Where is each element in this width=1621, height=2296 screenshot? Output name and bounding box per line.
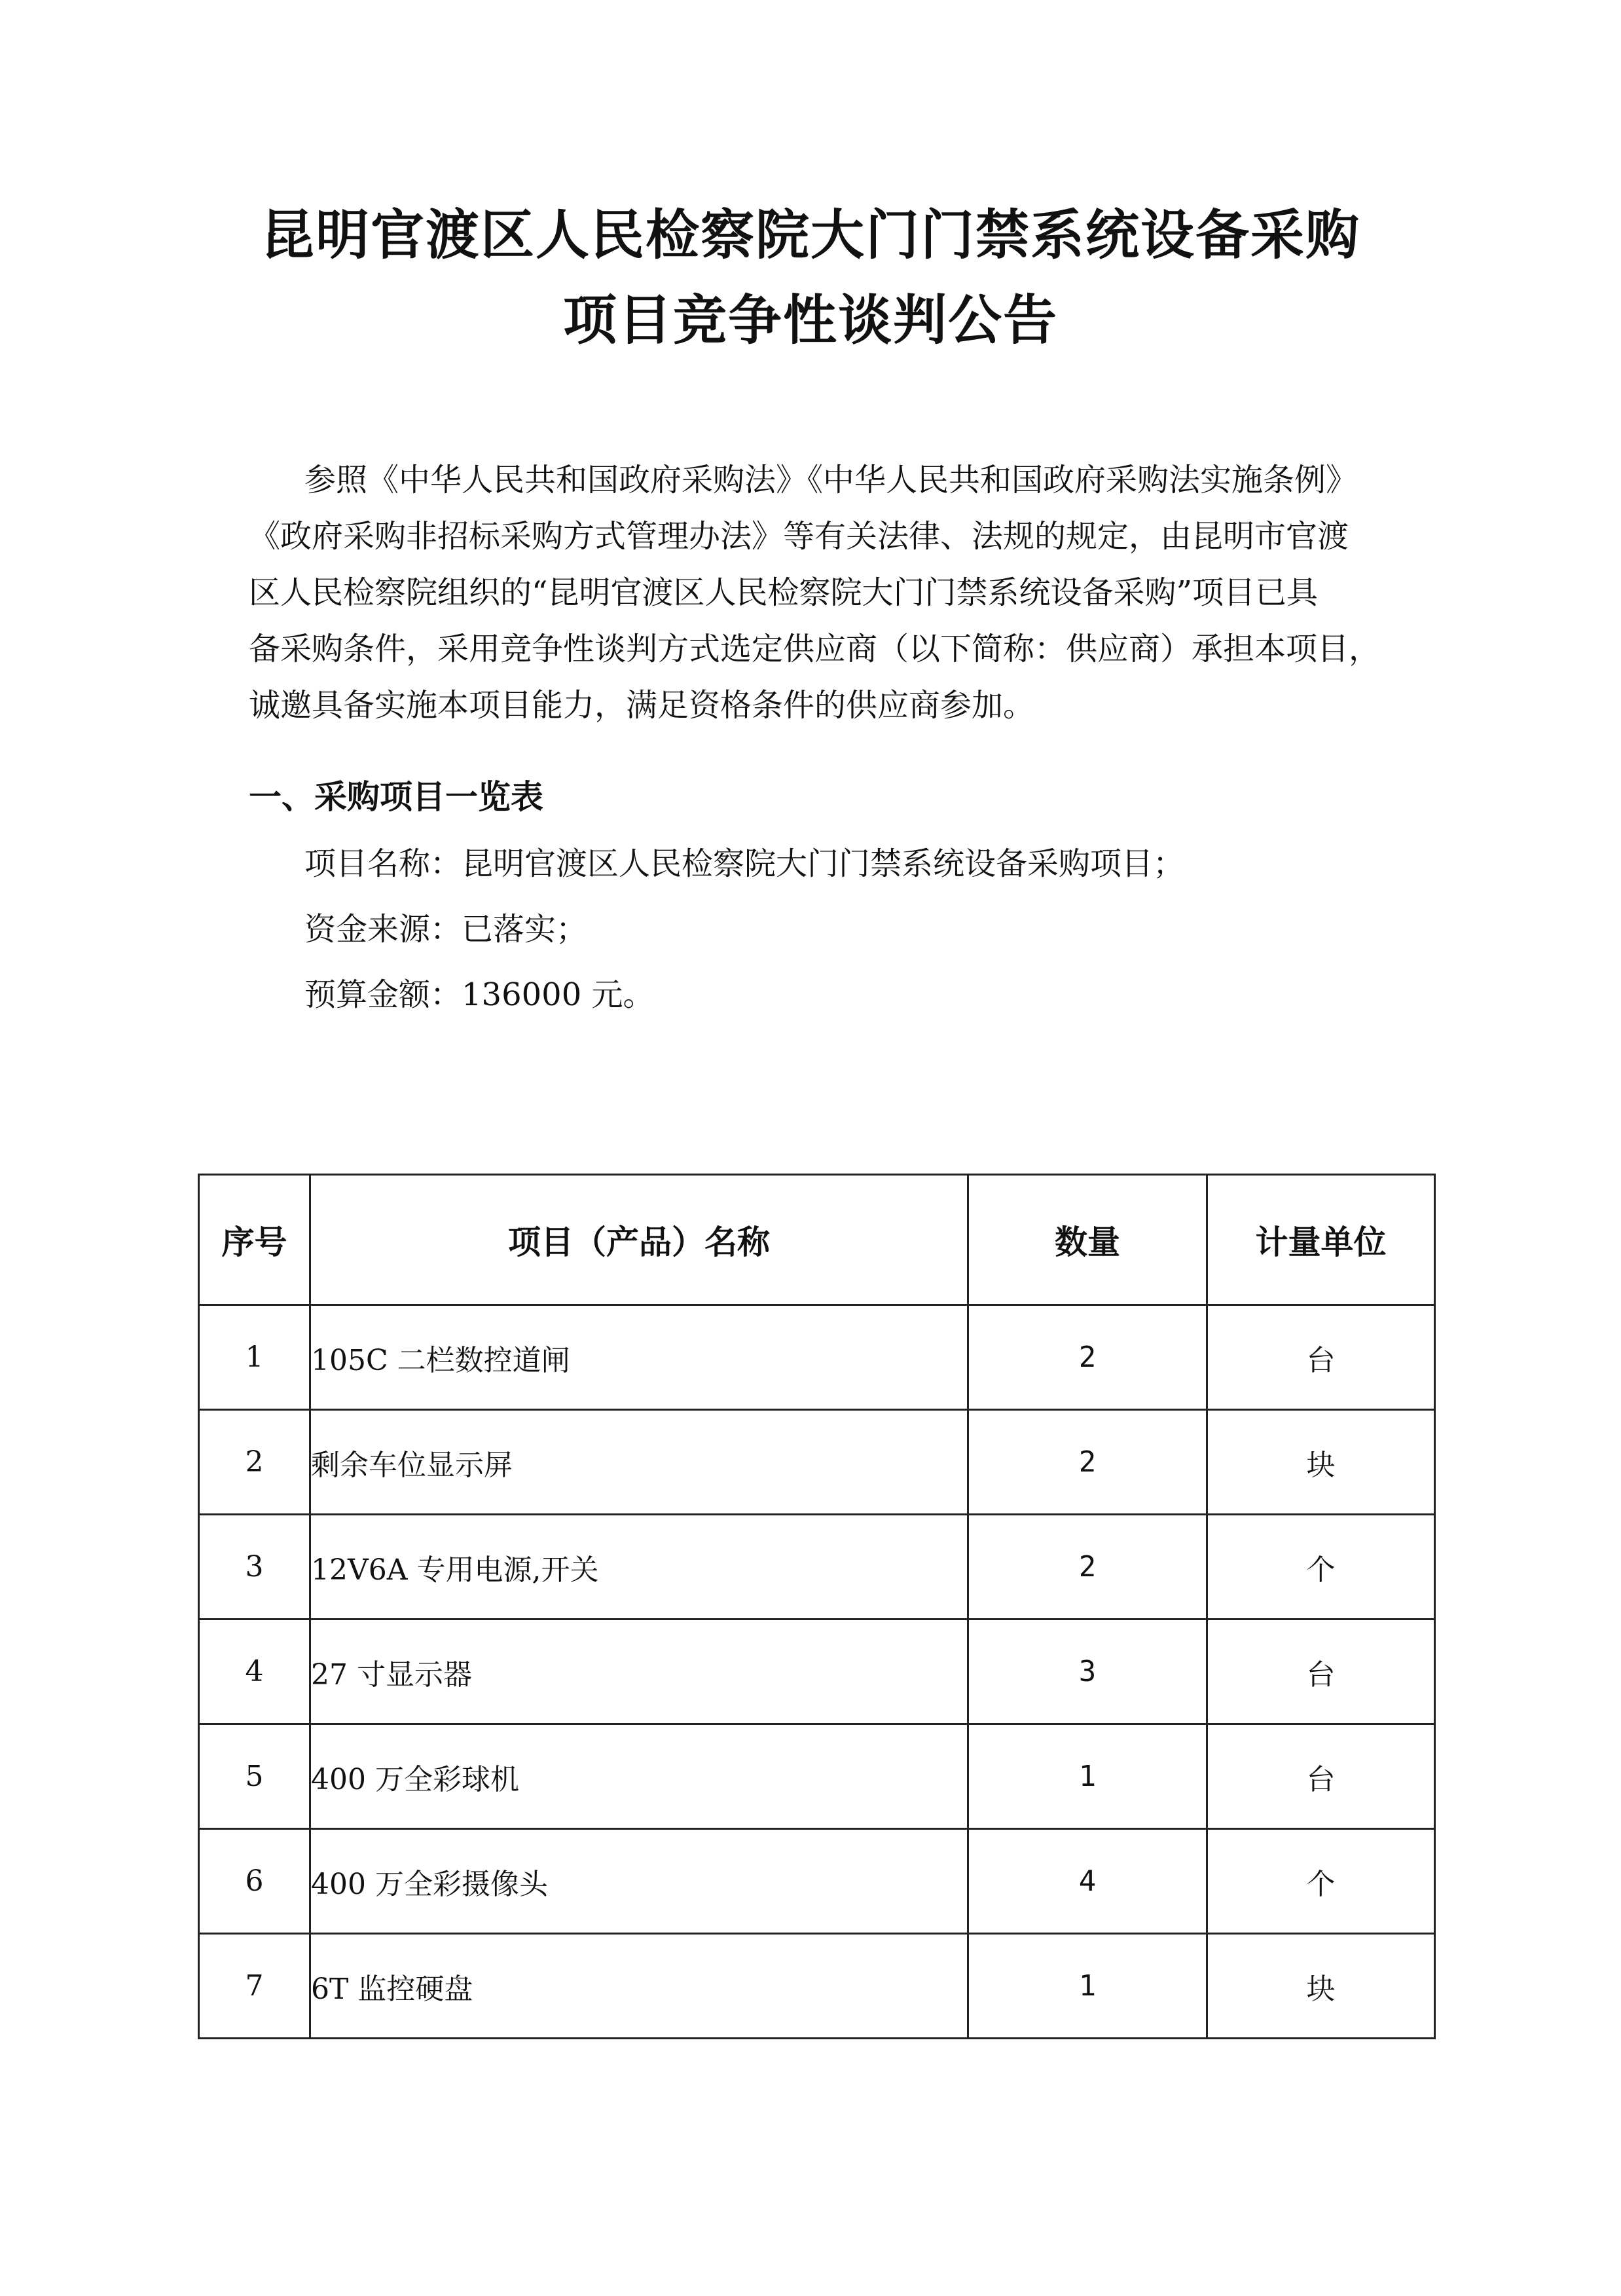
row-qty: 2 <box>968 1410 1207 1515</box>
row-qty: 2 <box>968 1515 1207 1620</box>
document-title-line-2: 项目竞争性谈判公告 <box>562 289 1058 352</box>
procurement-items-table <box>198 1174 1436 2039</box>
row-qty: 1 <box>968 1724 1207 1829</box>
table-row <box>199 1620 1435 1724</box>
row-no: 5 <box>199 1724 310 1829</box>
row-name: 6T 监控硬盘 <box>310 1934 968 2039</box>
row-qty: 2 <box>968 1305 1207 1410</box>
section-heading: 一、采购项目一览表 <box>249 778 543 816</box>
header-no: 序号 <box>199 1175 310 1305</box>
row-unit: 台 <box>1207 1724 1435 1829</box>
table-row <box>199 1515 1435 1620</box>
row-unit: 块 <box>1207 1934 1435 2039</box>
row-unit: 个 <box>1207 1829 1435 1934</box>
row-name: 400 万全彩摄像头 <box>310 1829 968 1934</box>
intro-paragraph-line: 参照《中华人民共和国政府采购法》《中华人民共和国政府采购法实施条例》 <box>304 462 1358 498</box>
intro-paragraph-line: 区人民检察院组织的“昆明官渡区人民检察院大门门禁系统设备采购”项目已具 <box>249 574 1319 611</box>
table-row <box>199 1305 1435 1410</box>
row-unit: 块 <box>1207 1410 1435 1515</box>
table-header-row <box>199 1175 1435 1305</box>
row-qty: 1 <box>968 1934 1207 2039</box>
row-name: 剩余车位显示屏 <box>310 1410 968 1515</box>
row-qty: 3 <box>968 1620 1207 1724</box>
intro-paragraph-line: 《政府采购非招标采购方式管理办法》等有关法律、法规的规定，由昆明市官渡 <box>249 518 1349 555</box>
header-qty: 数量 <box>968 1175 1207 1305</box>
row-no: 3 <box>199 1515 310 1620</box>
row-name: 400 万全彩球机 <box>310 1724 968 1829</box>
table-row <box>199 1410 1435 1515</box>
budget-amount: 预算金额：136000 元。 <box>304 976 655 1013</box>
row-name: 105C 二栏数控道闸 <box>310 1305 968 1410</box>
document-title-line-1: 昆明官渡区人民检察院大门门禁系统设备采购 <box>260 204 1360 267</box>
intro-paragraph-line: 诚邀具备实施本项目能力，满足资格条件的供应商参加。 <box>249 687 1035 724</box>
row-unit: 个 <box>1207 1515 1435 1620</box>
row-unit: 台 <box>1207 1620 1435 1724</box>
row-no: 7 <box>199 1934 310 2039</box>
fund-source: 资金来源：已落实； <box>304 911 588 948</box>
table-row <box>199 1829 1435 1934</box>
header-name: 项目（产品）名称 <box>310 1175 968 1305</box>
row-no: 4 <box>199 1620 310 1724</box>
intro-paragraph-line: 备采购条件，采用竞争性谈判方式选定供应商（以下简称：供应商）承担本项目， <box>249 631 1381 667</box>
row-name: 27 寸显示器 <box>310 1620 968 1724</box>
row-no: 1 <box>199 1305 310 1410</box>
header-unit: 计量单位 <box>1207 1175 1435 1305</box>
row-name: 12V6A 专用电源,开关 <box>310 1515 968 1620</box>
table-row <box>199 1724 1435 1829</box>
row-qty: 4 <box>968 1829 1207 1934</box>
project-name: 项目名称：昆明官渡区人民检察院大门门禁系统设备采购项目； <box>304 845 1185 882</box>
table-row <box>199 1934 1435 2039</box>
row-no: 2 <box>199 1410 310 1515</box>
row-no: 6 <box>199 1829 310 1934</box>
row-unit: 台 <box>1207 1305 1435 1410</box>
